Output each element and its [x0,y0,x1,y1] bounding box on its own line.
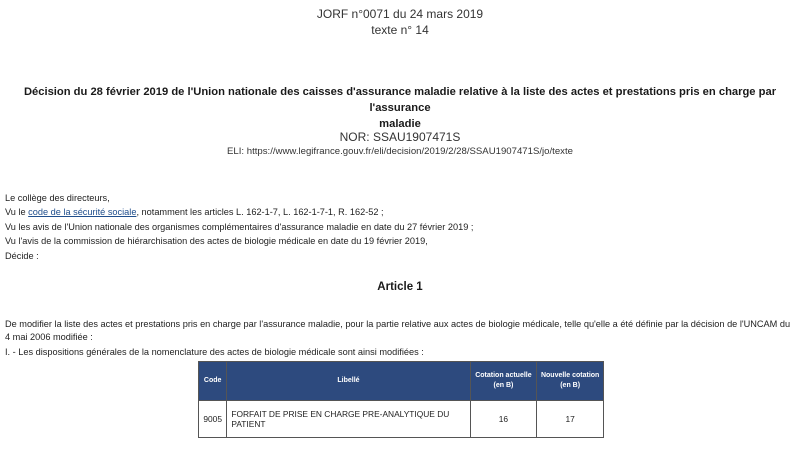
preamble-line: Vu l'avis de la commission de hiérarchisation des actes de biologie médicale en date du 19 février 2019, [5,236,428,247]
column-header-libelle: Libellé [227,362,470,401]
column-header-cotation-line-1: Cotation actuelle [475,372,532,379]
column-header-nouvelle [537,362,604,401]
jorf-reference: JORF n°0071 du 24 mars 2019 [316,7,484,21]
texte-number: texte n° 14 [371,23,429,37]
preamble-line: Le collège des directeurs, [5,193,110,203]
column-header-cotation [470,362,537,401]
column-header-cotation-line-2: (en B) [493,382,514,389]
preamble-line: Décide : [5,250,39,261]
preamble-text: , notamment les articles L. 162-1-7, L. 162-1-7-1, R. 162-52 ; [136,207,384,218]
cell-libelle: FORFAIT DE PRISE EN CHARGE PRE-ANALYTIQUE DU PATIENT [227,401,470,438]
column-header-nouvelle-line-1: Nouvelle cotation [540,372,600,379]
cell-code: 9005 [199,401,227,438]
table-row [199,401,604,438]
article-paragraph: De modifier la liste des actes et prestations pris en charge par l'assurance maladie, pour la partie relative aux actes de biologie médicale, telle qu'elle a été définie par la décision de l'UNCAM du 4 mai 2006 modifiée : [5,319,791,342]
nomenclature-table [198,361,604,438]
table-header-row [199,362,604,401]
nor-reference: NOR: SSAU1907471S [339,130,461,144]
column-header-code: Code [199,362,227,401]
eli-reference: ELI: https://www.legifrance.gouv.fr/eli/decision/2019/2/28/SSAU1907471S/jo/texte [227,146,573,157]
preamble-line-code [5,205,785,219]
preamble-line: Vu les avis de l'Union nationale des organismes complémentaires d'assurance maladie en date du 27 février 2019 ; [5,221,474,232]
article-title: Article 1 [377,281,423,293]
cell-nouvelle: 17 [537,401,604,438]
cell-cotation: 16 [470,401,537,438]
decision-title-line-1: Décision du 28 février 2019 de l'Union nationale des caisses d'assurance maladie relative à la liste des actes et prestations pris en charge par l'assurance [23,86,777,114]
preamble-text: Vu le [5,207,29,218]
column-header-nouvelle-line-2: (en B) [560,382,581,389]
decision-title-line-2: maladie [379,118,421,130]
article-paragraph: I. - Les dispositions générales de la nomenclature des actes de biologie médicale sont ainsi modifiées : [5,347,424,357]
article-body [5,318,795,359]
decision-title [0,84,800,132]
code-securite-sociale-link[interactable]: code de la sécurité sociale [28,207,137,218]
preamble [5,191,785,263]
